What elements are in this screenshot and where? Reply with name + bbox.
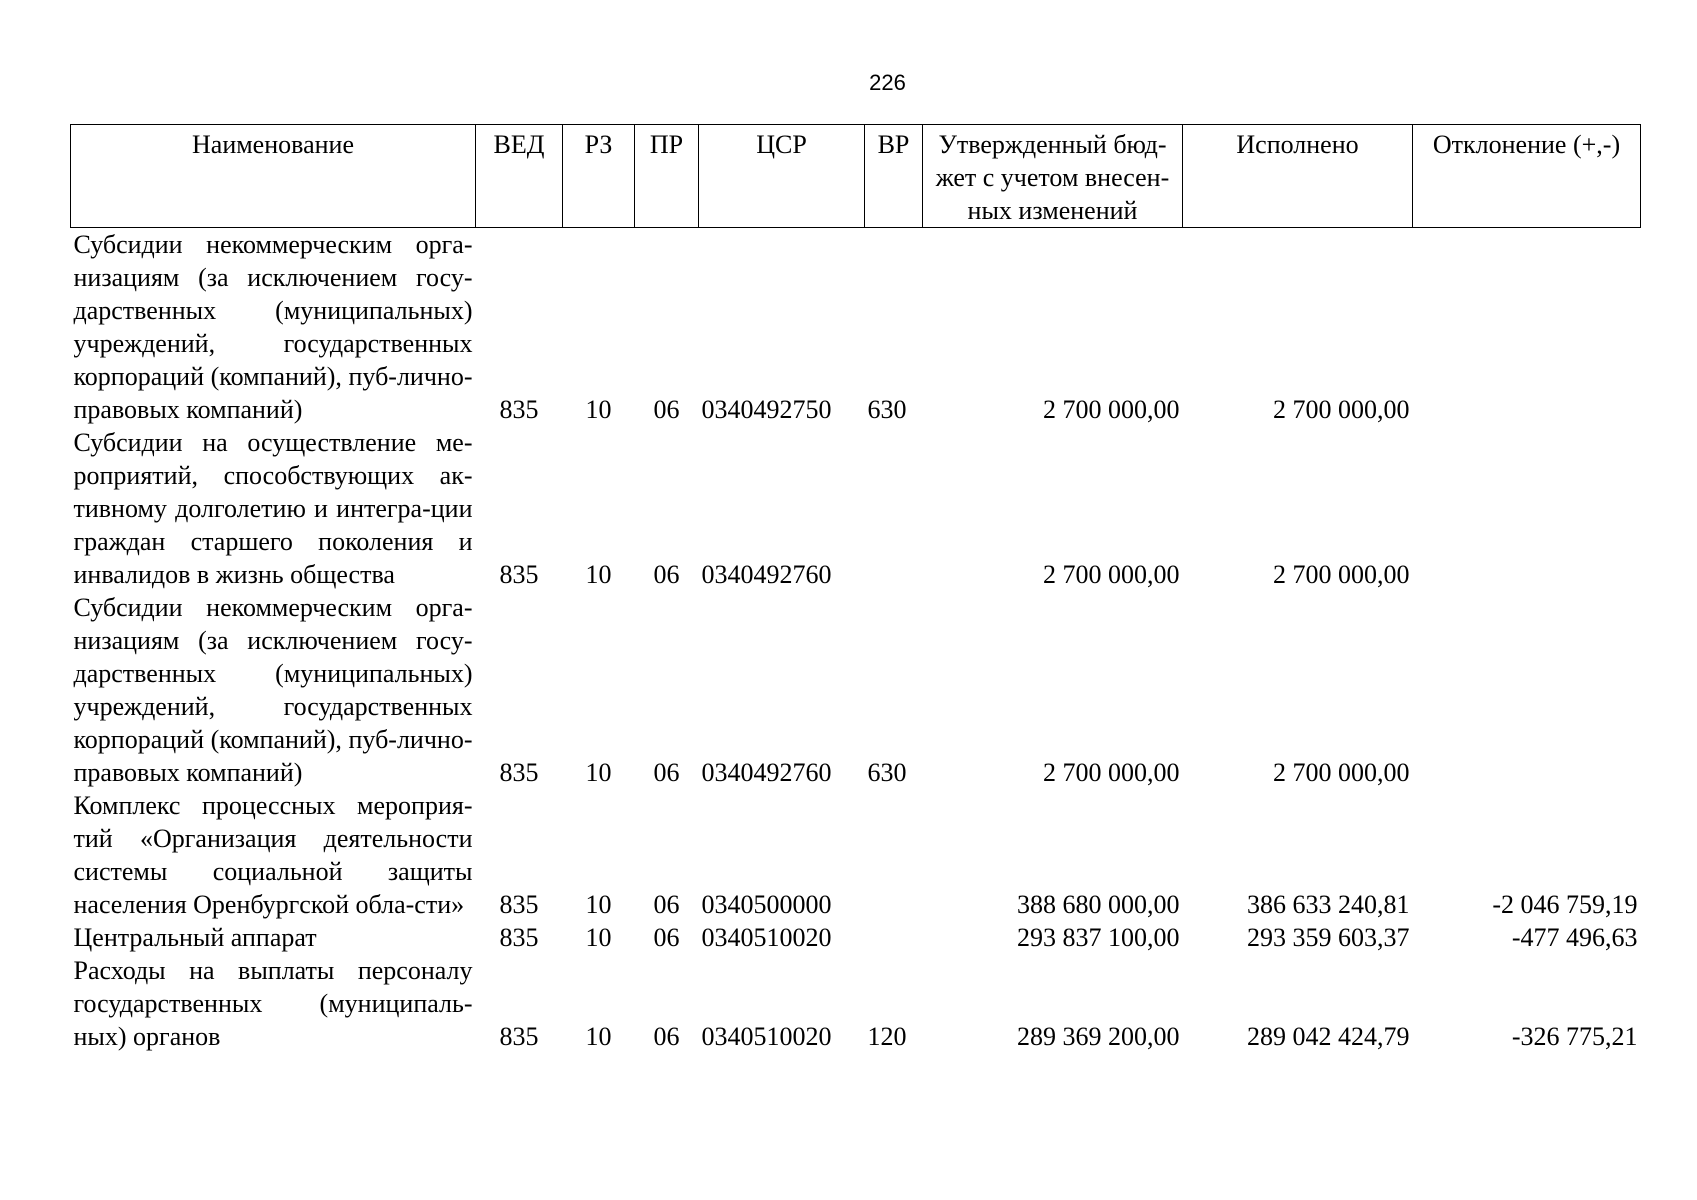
row-executed: 386 633 240,81 bbox=[1247, 890, 1410, 919]
table-row bbox=[71, 591, 1641, 789]
table-row bbox=[71, 426, 1641, 591]
row-approved: 2 700 000,00 bbox=[1043, 560, 1180, 589]
row-name: Субсидии некоммерческим орга-низациям (за исключением госу-дарственных (муниципальных) учреждений, государственных корпораций (компаний), пуб-лично-правовых компаний) bbox=[73, 230, 473, 424]
row-pr: 06 bbox=[653, 1022, 680, 1051]
table-row bbox=[71, 921, 1641, 954]
row-approved: 2 700 000,00 bbox=[1043, 758, 1180, 787]
row-name: Расходы на выплаты персоналу государственных (муниципаль-ных) органов bbox=[73, 956, 473, 1051]
row-ved: 835 bbox=[499, 890, 539, 919]
row-executed: 2 700 000,00 bbox=[1273, 560, 1410, 589]
row-rz: 10 bbox=[585, 890, 612, 919]
header-executed: Исполнено bbox=[1183, 125, 1413, 228]
row-pr: 06 bbox=[653, 890, 680, 919]
row-ved: 835 bbox=[499, 758, 539, 787]
header-deviation: Отклонение (+,-) bbox=[1413, 125, 1641, 228]
row-name: Комплекс процессных мероприя-тий «Организация деятельности системы социальной защиты населения Оренбургской обла-сти» bbox=[73, 791, 473, 919]
row-csr: 0340492750 bbox=[701, 395, 832, 424]
row-rz: 10 bbox=[585, 923, 612, 952]
row-ved: 835 bbox=[499, 923, 539, 952]
row-ved: 835 bbox=[499, 1022, 539, 1051]
row-rz: 10 bbox=[585, 560, 612, 589]
row-csr: 0340492760 bbox=[701, 560, 832, 589]
row-deviation: -2 046 759,19 bbox=[1492, 890, 1638, 919]
row-rz: 10 bbox=[585, 1022, 612, 1051]
row-pr: 06 bbox=[653, 560, 680, 589]
row-deviation bbox=[1413, 426, 1641, 591]
header-approved: Утвержденный бюд-жет с учетом внесен-ных изменений bbox=[923, 125, 1183, 228]
row-executed: 2 700 000,00 bbox=[1273, 395, 1410, 424]
row-pr: 06 bbox=[653, 923, 680, 952]
row-executed: 289 042 424,79 bbox=[1247, 1022, 1410, 1051]
header-csr: ЦСР bbox=[699, 125, 865, 228]
row-executed: 2 700 000,00 bbox=[1273, 758, 1410, 787]
table-row bbox=[71, 954, 1641, 1053]
row-vr: 630 bbox=[867, 395, 907, 424]
row-csr: 0340510020 bbox=[701, 1022, 832, 1051]
row-rz: 10 bbox=[585, 758, 612, 787]
row-executed: 293 359 603,37 bbox=[1247, 923, 1410, 952]
row-pr: 06 bbox=[653, 758, 680, 787]
row-deviation bbox=[1413, 228, 1641, 427]
header-name: Наименование bbox=[71, 125, 476, 228]
header-ved: ВЕД bbox=[476, 125, 563, 228]
row-deviation: -477 496,63 bbox=[1511, 923, 1638, 952]
row-deviation: -326 775,21 bbox=[1511, 1022, 1638, 1051]
row-deviation bbox=[1413, 591, 1641, 789]
row-name: Субсидии некоммерческим орга-низациям (за исключением госу-дарственных (муниципальных) учреждений, государственных корпораций (компаний), пуб-лично-правовых компаний) bbox=[73, 593, 473, 787]
table-header-row bbox=[71, 125, 1641, 228]
row-name: Субсидии на осуществление ме-роприятий, способствующих ак-тивному долголетию и интегра-ции граждан старшего поколения и инвалидов в жизнь общества bbox=[73, 428, 473, 589]
row-vr: 630 bbox=[867, 758, 907, 787]
header-rz: РЗ bbox=[563, 125, 635, 228]
row-approved: 2 700 000,00 bbox=[1043, 395, 1180, 424]
budget-table bbox=[70, 124, 1641, 1053]
row-ved: 835 bbox=[499, 560, 539, 589]
row-vr bbox=[865, 921, 923, 954]
table-row bbox=[71, 789, 1641, 921]
row-vr bbox=[865, 426, 923, 591]
page-number: 226 bbox=[869, 70, 906, 95]
row-vr: 120 bbox=[867, 1022, 907, 1051]
row-rz: 10 bbox=[585, 395, 612, 424]
row-csr: 0340500000 bbox=[701, 890, 832, 919]
row-approved: 388 680 000,00 bbox=[1017, 890, 1180, 919]
header-pr: ПР bbox=[635, 125, 699, 228]
row-name: Центральный аппарат bbox=[73, 923, 317, 952]
row-approved: 289 369 200,00 bbox=[1017, 1022, 1180, 1051]
row-pr: 06 bbox=[653, 395, 680, 424]
row-approved: 293 837 100,00 bbox=[1017, 923, 1180, 952]
row-vr bbox=[865, 789, 923, 921]
table-row bbox=[71, 228, 1641, 427]
row-ved: 835 bbox=[499, 395, 539, 424]
row-csr: 0340510020 bbox=[701, 923, 832, 952]
row-csr: 0340492760 bbox=[701, 758, 832, 787]
header-vr: ВР bbox=[865, 125, 923, 228]
